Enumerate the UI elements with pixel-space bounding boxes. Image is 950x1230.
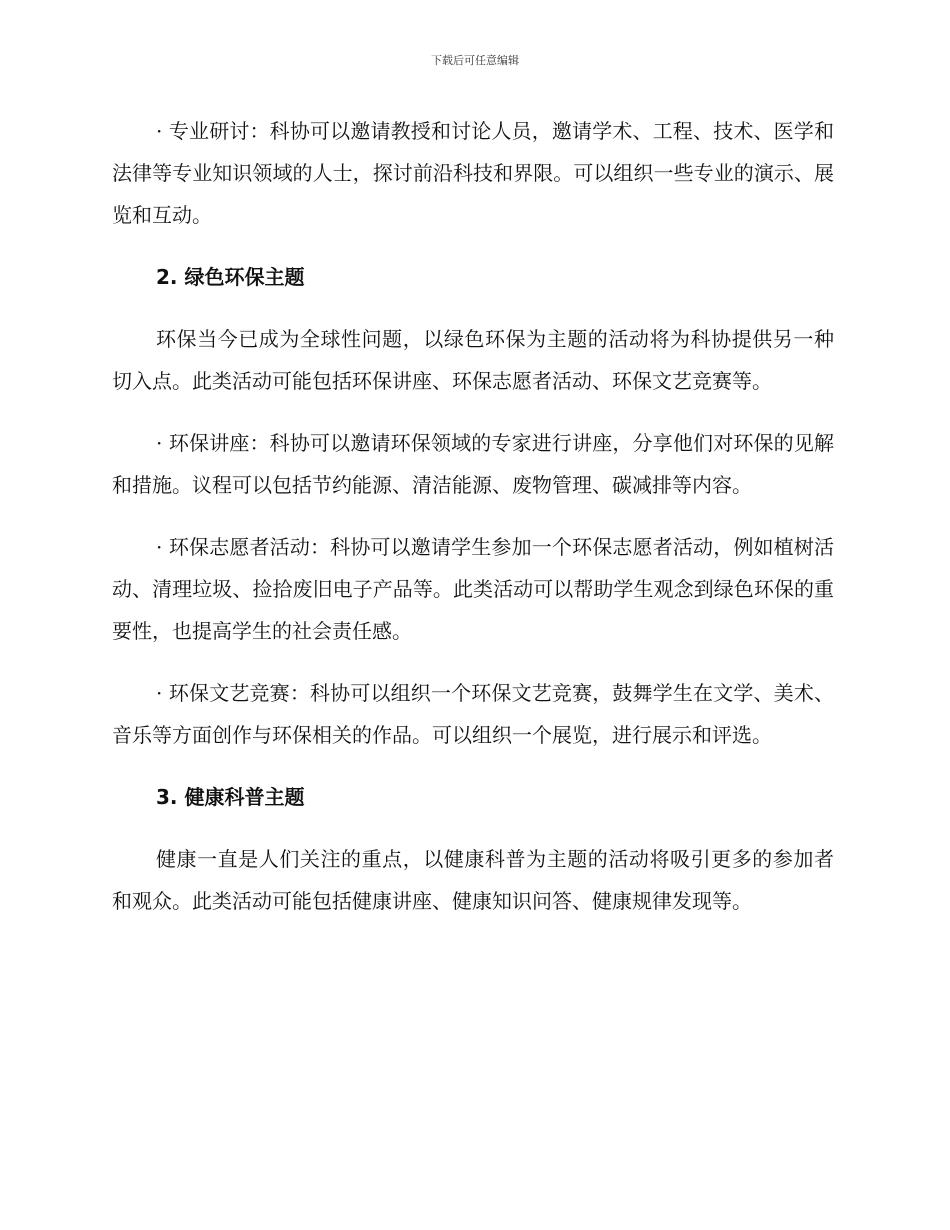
page-header: 下载后可任意编辑 xyxy=(431,54,519,67)
document-body xyxy=(112,110,834,942)
paragraph-environment-volunteer: · 环保志愿者活动：科协可以邀请学生参加一个环保志愿者活动，例如植树活动、清理垃圾、捡拾废旧电子产品等。此类活动可以帮助学生观念到绿色环保的重要性，也提高学生的社会责任感。 xyxy=(112,535,834,643)
section-heading-green-environment: 2. 绿色环保主题 xyxy=(156,265,305,289)
paragraph-environment-art-contest: · 环保文艺竞赛：科协可以组织一个环保文艺竞赛，鼓舞学生在文学、美术、音乐等方面创作与环保相关的作品。可以组织一个展览，进行展示和评选。 xyxy=(112,681,834,747)
paragraph-professional-seminar: · 专业研讨：科协可以邀请教授和讨论人员，邀请学术、工程、技术、医学和法律等专业知识领域的人士，探讨前沿科技和界限。可以组织一些专业的演示、展览和互动。 xyxy=(112,119,834,227)
paragraph-health-intro: 健康一直是人们关注的重点，以健康科普为主题的活动将吸引更多的参加者和观众。此类活动可能包括健康讲座、健康知识问答、健康规律发现等。 xyxy=(112,847,834,913)
paragraph-environment-lecture: · 环保讲座：科协可以邀请环保领域的专家进行讲座，分享他们对环保的见解和措施。议程可以包括节约能源、清洁能源、废物管理、碳减排等内容。 xyxy=(112,431,834,497)
paragraph-environment-intro: 环保当今已成为全球性问题，以绿色环保为主题的活动将为科协提供另一种切入点。此类活动可能包括环保讲座、环保志愿者活动、环保文艺竞赛等。 xyxy=(112,327,834,393)
section-heading-health-science: 3. 健康科普主题 xyxy=(156,785,305,809)
